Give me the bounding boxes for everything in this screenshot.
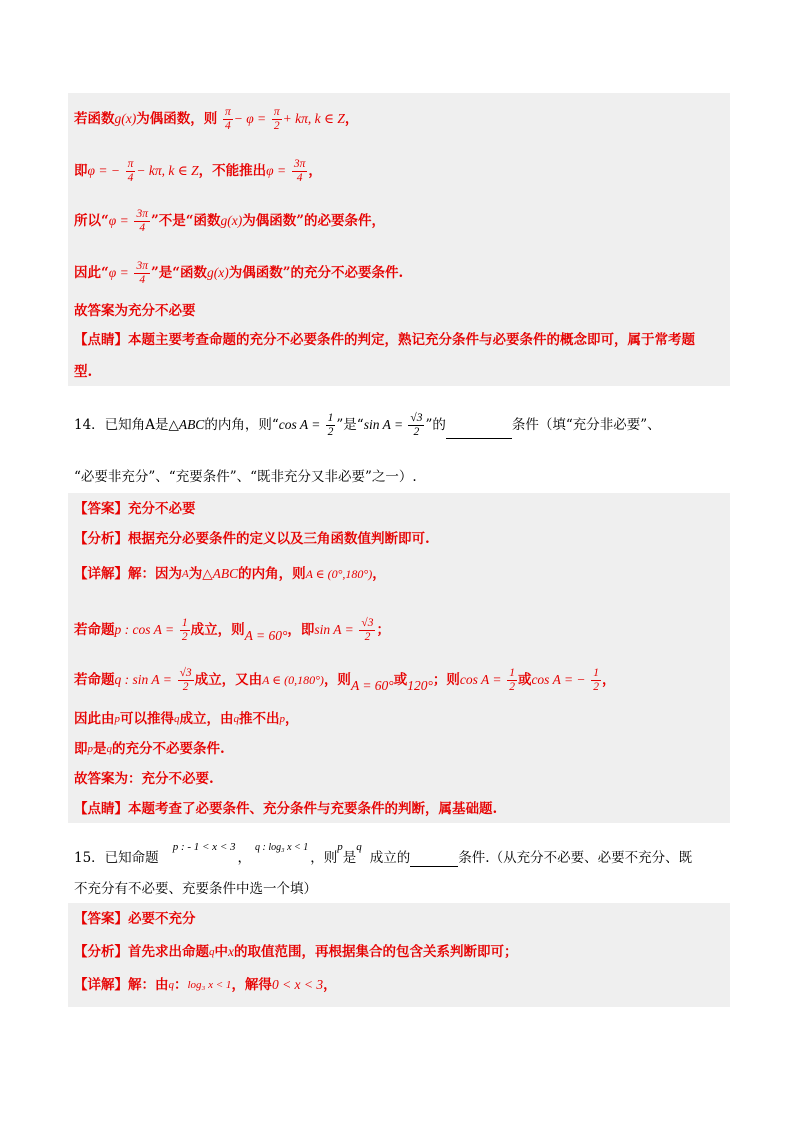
question-14: 14．已知角A是△ABC的内角，则“cos A = $\frac{1}{2}$ ”是“sin A = $\frac{√3}{2}$ ”的 条件（填“充分非必要”、 (74, 412, 661, 438)
solution-line-1: 若函数g(x)为偶函数，则 $\frac{\pi}{4}$ − φ = $\frac{\pi}{2}$ + kπ, k ∈ Z， (74, 106, 359, 132)
answer-15: 【答案】必要不充分 (74, 911, 196, 927)
analysis-15: 【分析】首先求出命题$^q$中x的取值范围，再根据集合的包含关系判断即可； (74, 944, 518, 960)
detail-14-2: 若命题p : cos A = $\frac{1}{2}$ 成立，则A = 60°，即sin A = $\frac{√3}{2}$ ； (74, 617, 390, 643)
detail-14-6: 故答案为：充分不必要. (74, 771, 214, 787)
solution-line-4: 因此“φ = $\frac{3\pi}{4}$ ”是“函数g(x)为偶函数”的充分不必要条件. (74, 260, 404, 286)
answer-blank-15 (410, 852, 458, 867)
comment-14: 【点睛】本题考查了必要条件、充分条件与充要条件的判断，属基础题. (74, 801, 498, 817)
question-15-cont: 不充分有不必要、充要条件中选一个填） (74, 881, 317, 897)
answer-blank (446, 424, 512, 439)
comment-13: 【点睛】本题主要考查命题的充分不必要条件的判定，熟记充分条件与必要条件的概念即可，属于常考题 (74, 332, 695, 348)
solution-line-3: 所以“φ = $\frac{3\pi}{4}$ ”不是“函数g(x)为偶函数”的必要条件， (74, 208, 385, 234)
question-15: 15．已知命题$^{p : - 1 < x < 3}$，$^{q : log_3 x < 1}$，则$^p$是$^q$成立的 条件.（从充分不必要、必要不充分、既 (74, 841, 693, 866)
answer-13: 故答案为充分不必要 (74, 303, 196, 319)
detail-14-5: 即$^p$是$^q$的充分不必要条件. (74, 741, 225, 757)
comment-13-cont: 型. (74, 364, 93, 380)
detail-14-3: 若命题q : sin A = $\frac{√3}{2}$ 成立，又由A ∈ (0,180°)，则A = 60°或120°；则cos A = $\frac{1}{2}$ 或cos A = − $\frac{1}{2}$ ， (74, 667, 616, 693)
solution-line-2: 即φ = − $\frac{\pi}{4}$ − kπ, k ∈ Z，不能推出φ = $\frac{3\pi}{4}$ ， (74, 158, 322, 184)
question-14-cont: “必要非充分”、“充要条件”、“既非充分又非必要”之一）. (74, 469, 417, 485)
analysis-14: 【分析】根据充分必要条件的定义以及三角函数值判断即可. (74, 531, 430, 547)
answer-14: 【答案】充分不必要 (74, 501, 196, 517)
detail-14-1: 【详解】解：因为$^A$为△ABC的内角，则A ∈ (0°,180°)， (74, 566, 386, 582)
detail-15: 【详解】解：由$^q$：$^{log_3 x < 1}$，解得0 < x < 3， (74, 977, 337, 993)
detail-14-4: 因此由$^p$可以推得$^q$成立，由$^q$推不出$^p$， (74, 711, 299, 727)
